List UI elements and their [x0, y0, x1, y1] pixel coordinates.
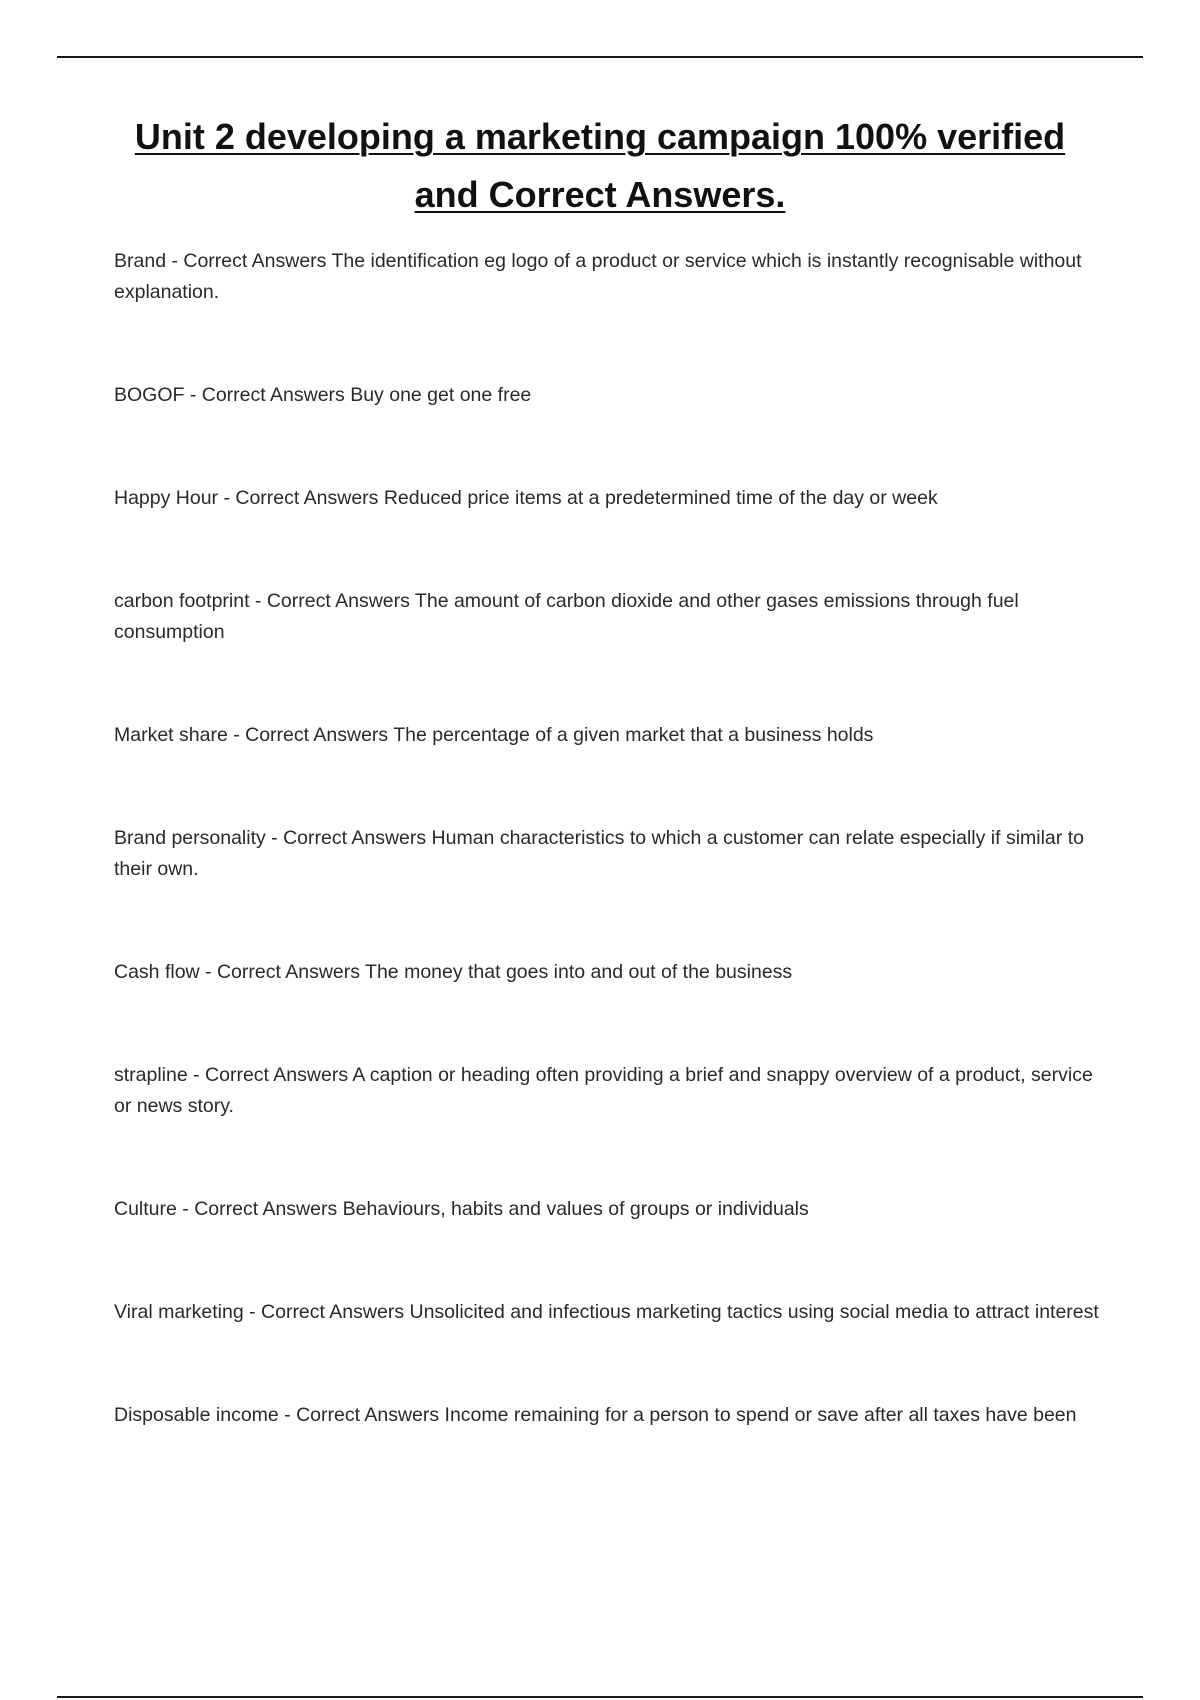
document-title-text: Unit 2 developing a marketing campaign 100% verified and Correct Answers. [134, 116, 1066, 215]
flashcard-entry-strapline: strapline - Correct Answers A caption or heading often providing a brief and snappy overview of a product, service or news story. [114, 1064, 1093, 1117]
flashcard-entry-happy-hour: Happy Hour - Correct Answers Reduced price items at a predetermined time of the day or week [114, 487, 938, 509]
top-divider [57, 56, 1143, 58]
flashcard-entry-brand: Brand - Correct Answers The identification eg logo of a product or service which is instantly recognisable without explanation. [114, 250, 1082, 303]
flashcard-entry-culture: Culture - Correct Answers Behaviours, habits and values of groups or individuals [114, 1198, 809, 1220]
flashcard-entry-viral-marketing: Viral marketing - Correct Answers Unsolicited and infectious marketing tactics using social media to attract interest [114, 1301, 1099, 1323]
document-title [100, 108, 1100, 224]
flashcard-entry-disposable-income: Disposable income - Correct Answers Income remaining for a person to spend or save after all taxes have been [114, 1404, 1077, 1426]
flashcard-entry-cash-flow: Cash flow - Correct Answers The money that goes into and out of the business [114, 961, 793, 983]
bottom-divider [57, 1696, 1143, 1698]
flashcard-entry-carbon-footprint: carbon footprint - Correct Answers The amount of carbon dioxide and other gases emissions through fuel consumption [114, 590, 1019, 643]
flashcard-entry-market-share: Market share - Correct Answers The percentage of a given market that a business holds [114, 724, 874, 746]
flashcard-entry-brand-personality: Brand personality - Correct Answers Human characteristics to which a customer can relate especially if similar to their own. [114, 827, 1084, 880]
flashcard-entry-bogof: BOGOF - Correct Answers Buy one get one free [114, 384, 532, 406]
flashcard-list [114, 246, 1114, 1431]
